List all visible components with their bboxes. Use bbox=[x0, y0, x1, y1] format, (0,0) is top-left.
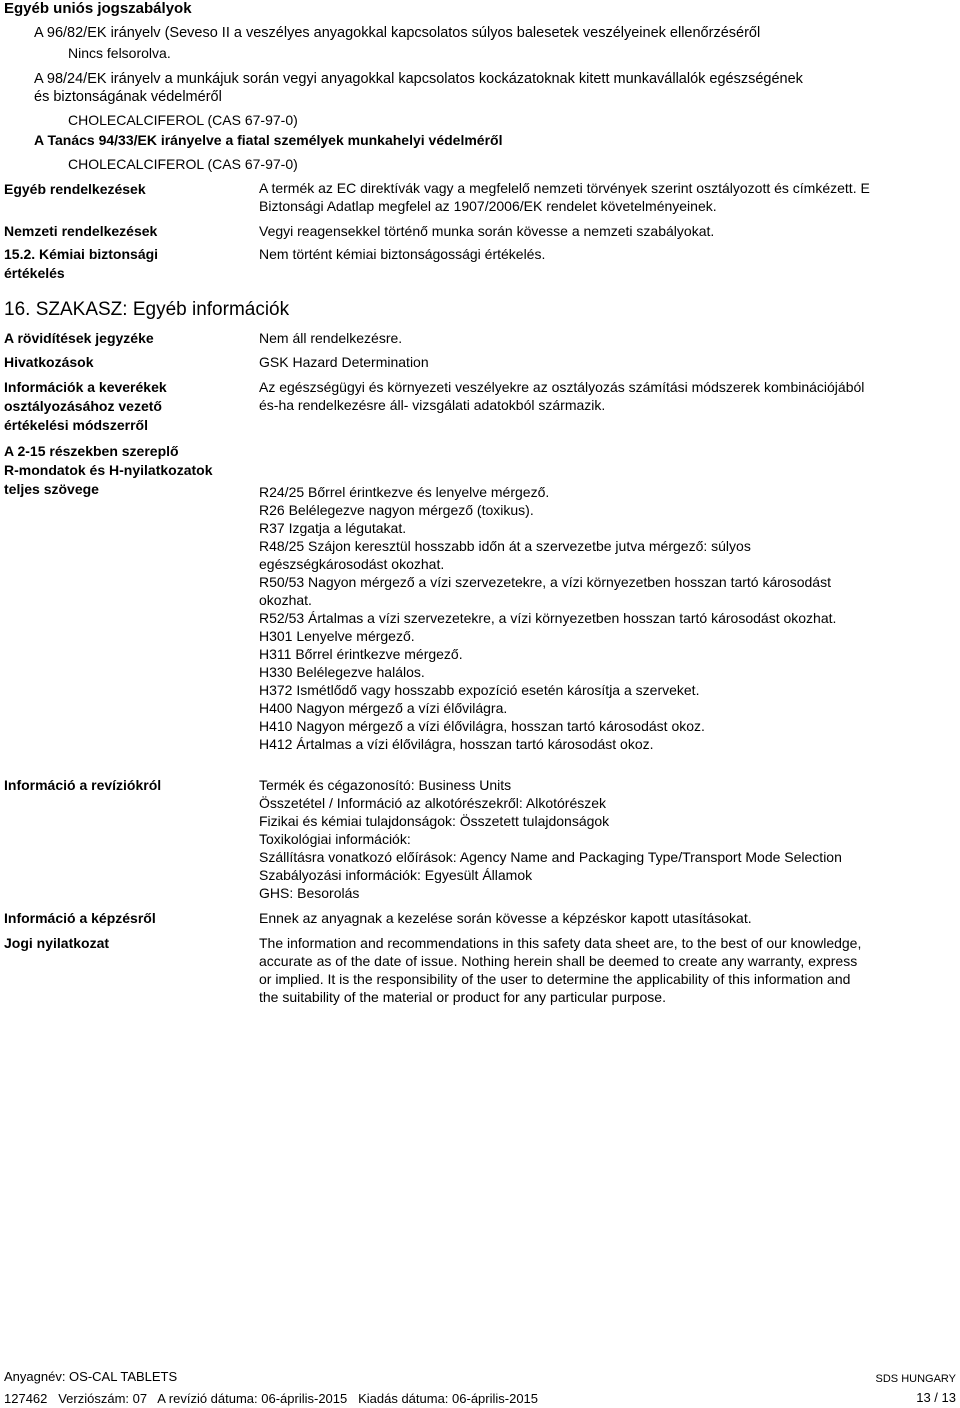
revision-info-list bbox=[259, 776, 955, 902]
phrase-item: R50/53 Nagyon mérgező a vízi szervezetekre, a vízi környezetben hosszan tartó károsodást okozhat. bbox=[259, 574, 831, 608]
other-regulations-label: Egyéb rendelkezések bbox=[4, 181, 146, 197]
phrase-item: R37 Izgatja a légutakat. bbox=[259, 520, 407, 536]
phrase-item: H410 Nagyon mérgező a vízi élővilágra, hosszan tartó károsodást okoz. bbox=[259, 718, 705, 734]
phrase-item: R52/53 Ártalmas a vízi szervezetekre, a vízi környezetben hosszan tartó károsodást okozhat. bbox=[259, 610, 837, 626]
phrase-item: H330 Belélegezve halálos. bbox=[259, 664, 425, 680]
footer-page-number: 13 / 13 bbox=[916, 1390, 956, 1405]
revision-line: Termék és cégazonosító: Business Units bbox=[259, 777, 512, 793]
revision-line: Összetétel / Információ az alkotórészekről: Alkotórészek bbox=[259, 795, 607, 811]
revision-line: Toxikológiai információk: bbox=[259, 831, 411, 847]
classification-method-label: Információk a keverékek osztályozásához vezető értékelési módszerről bbox=[4, 379, 167, 433]
classification-method-value: Az egészségügyi és környezeti veszélyekre az osztályozás számítási módszerek kombinációjából és-ha rendelkezésre áll- vizsgálati adatokból származik. bbox=[259, 379, 865, 413]
revision-line: Szabályozási információk: Egyesült Államok bbox=[259, 867, 533, 883]
abbreviations-label: A rövidítések jegyzéke bbox=[4, 330, 154, 346]
references-value: GSK Hazard Determination bbox=[259, 354, 429, 370]
footer-product-name: Anyagnév: OS-CAL TABLETS bbox=[4, 1369, 178, 1384]
phrase-item: H400 Nagyon mérgező a vízi élővilágra. bbox=[259, 700, 508, 716]
phrase-item: R48/25 Szájon keresztül hosszabb időn át a szervezetbe jutva mérgező: súlyos egészségkárosodást okozhat. bbox=[259, 538, 751, 572]
training-info-label: Információ a képzésről bbox=[4, 910, 156, 926]
phrase-item: H311 Bőrrel érintkezve mérgező. bbox=[259, 646, 463, 662]
section-16-heading: 16. SZAKASZ: Egyéb információk bbox=[4, 299, 290, 320]
footer-brand: SDS HUNGARY bbox=[875, 1373, 956, 1385]
national-regulations-value: Vegyi reagensekkel történő munka során kövesse a nemzeti szabályokat. bbox=[259, 223, 715, 239]
abbreviations-value: Nem áll rendelkezésre. bbox=[259, 330, 403, 346]
revision-line: Szállításra vonatkozó előírások: Agency Name and Packaging Type/Transport Mode Selection bbox=[259, 849, 842, 865]
young-persons-directive-title: A Tanács 94/33/EK irányelve a fiatal személyek munkahelyi védelméről bbox=[34, 132, 503, 148]
revision-info-label: Információ a revíziókról bbox=[4, 777, 162, 793]
phrase-item: R24/25 Bőrrel érintkezve és lenyelve mérgező. bbox=[259, 484, 550, 500]
eu-legislation-heading: Egyéb uniós jogszabályok bbox=[4, 0, 192, 17]
phrase-item: H301 Lenyelve mérgező. bbox=[259, 628, 415, 644]
revision-line: GHS: Besorolás bbox=[259, 885, 360, 901]
young-persons-directive-value: CHOLECALCIFEROL (CAS 67-97-0) bbox=[68, 156, 298, 172]
workers-directive-title: A 98/24/EK irányelv a munkájuk során vegyi anyagokkal kapcsolatos kockázatoknak kitett munkavállalók egészségének és biztonságának védelméről bbox=[34, 71, 803, 105]
training-info-value: Ennek az anyagnak a kezelése során kövesse a képzéskor kapott utasításokat. bbox=[259, 910, 752, 926]
disclaimer-label: Jogi nyilatkozat bbox=[4, 935, 110, 951]
chemical-safety-assessment-value: Nem történt kémiai biztonságossági értékelés. bbox=[259, 246, 546, 262]
seveso-directive-title: A 96/82/EK irányelv (Seveso II a veszélyes anyagokkal kapcsolatos súlyos balesetek veszélyeinek ellenőrzéséről bbox=[34, 25, 761, 41]
phrase-item: R26 Belélegezve nagyon mérgező (toxikus). bbox=[259, 502, 534, 518]
phrase-item: H412 Ártalmas a vízi élővilágra, hosszan tartó károsodást okoz. bbox=[259, 736, 654, 752]
workers-directive-value: CHOLECALCIFEROL (CAS 67-97-0) bbox=[68, 112, 298, 128]
phrase-item: H372 Ismétlődő vagy hosszabb expozíció esetén károsítja a szerveket. bbox=[259, 682, 700, 698]
revision-line: Fizikai és kémiai tulajdonságok: Összetett tulajdonságok bbox=[259, 813, 610, 829]
references-label: Hivatkozások bbox=[4, 354, 94, 370]
full-text-phrases-label: A 2-15 részekben szereplő R-mondatok és H-nyilatkozatok teljes szövege bbox=[4, 443, 213, 497]
national-regulations-label: Nemzeti rendelkezések bbox=[4, 223, 158, 239]
footer-document-ids: 127462 Verziószám: 07 A revízió dátuma: 06-április-2015 Kiadás dátuma: 06-április-2015 bbox=[4, 1391, 539, 1406]
chemical-safety-assessment-label: 15.2. Kémiai biztonsági értékelés bbox=[4, 246, 159, 281]
seveso-directive-value: Nincs felsorolva. bbox=[68, 45, 171, 61]
phrases-list bbox=[259, 483, 955, 753]
disclaimer-value: The information and recommendations in this safety data sheet are, to the best of our knowledge, accurate as of the date of issue. Nothing herein shall be deemed to create any warranty, express or implied. It is the responsibility of the user to determine the applicability of this information and the suitability of the material or product for any particular purpose. bbox=[259, 935, 862, 1005]
other-regulations-value: A termék az EC direktívák vagy a megfelelő nemzeti törvények szerint osztályozott és címkézett. E Biztonsági Adatlap megfelel az 1907/2006/EK rendelet követelményeinek. bbox=[259, 180, 870, 214]
